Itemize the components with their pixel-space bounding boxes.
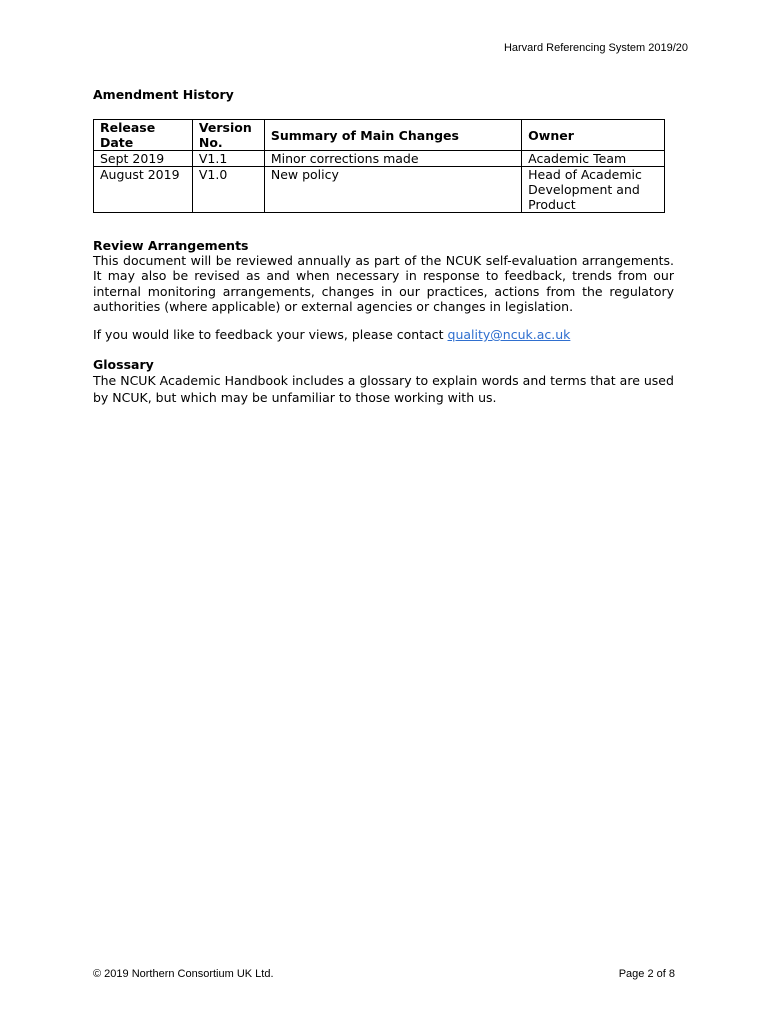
- owner-cell: Head of Academic Development and Product: [522, 167, 665, 213]
- version-cell: V1.1: [192, 151, 264, 167]
- owner-cell: Academic Team: [522, 151, 665, 167]
- release-date-cell: Sept 2019: [94, 151, 193, 167]
- running-header: Harvard Referencing System 2019/20: [503, 42, 688, 54]
- footer-copyright: © 2019 Northern Consortium UK Ltd.: [93, 968, 274, 980]
- table-row: [94, 151, 665, 167]
- glossary-heading: Glossary: [93, 357, 154, 372]
- summary-cell: Minor corrections made: [264, 151, 521, 167]
- review-arrangements-heading: Review Arrangements: [93, 238, 249, 253]
- table-header-row: [94, 120, 665, 151]
- table-row: [94, 167, 665, 213]
- summary-cell: New policy: [264, 167, 521, 213]
- feedback-paragraph: [93, 327, 674, 342]
- review-arrangements-text: This document will be reviewed annually as part of the NCUK self-evaluation arrangements. It may also be revised as and when necessary in response to feedback, trends from our internal monitoring arrangements, changes in our practices, actions from the regulatory authorities (where applicable) or external agencies or changes in legislation.: [93, 253, 674, 314]
- amendment-history-table: [93, 119, 665, 213]
- amendment-history-heading: Amendment History: [93, 87, 234, 102]
- feedback-text: If you would like to feedback your views, please contact: [93, 327, 448, 342]
- column-header-owner: Owner: [522, 120, 665, 151]
- glossary-text: The NCUK Academic Handbook includes a glossary to explain words and terms that are used by NCUK, but which may be unfamiliar to those working with us.: [93, 373, 674, 405]
- column-header-summary: Summary of Main Changes: [264, 120, 521, 151]
- version-cell: V1.0: [192, 167, 264, 213]
- footer-page-number: Page 2 of 8: [618, 968, 675, 980]
- column-header-release-date: Release Date: [94, 120, 193, 151]
- release-date-cell: August 2019: [94, 167, 193, 213]
- column-header-version: Version No.: [192, 120, 264, 151]
- quality-email-link[interactable]: quality@ncuk.ac.uk: [447, 327, 571, 342]
